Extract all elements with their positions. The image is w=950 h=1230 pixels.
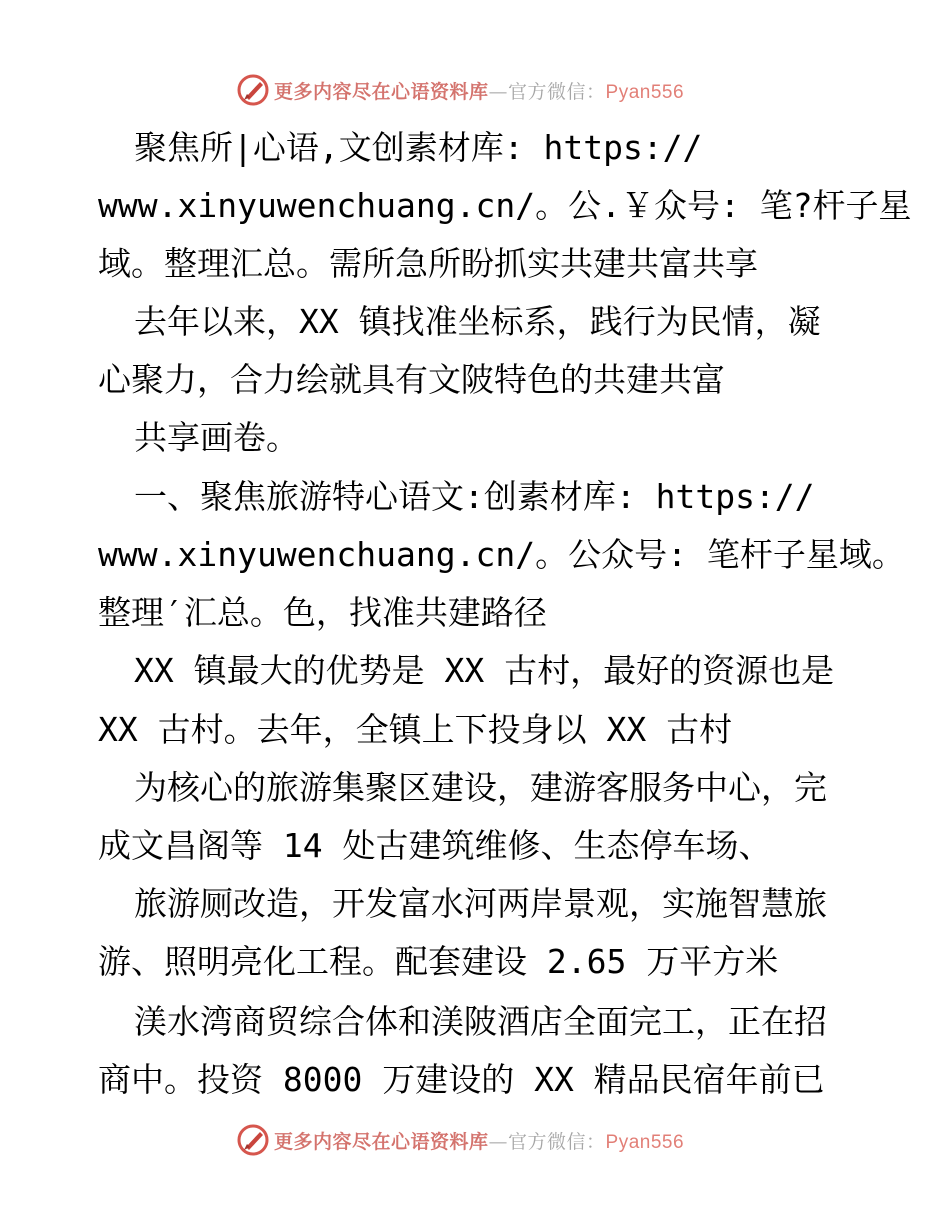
text-line: 整理′汇总。色，找准共建路径	[98, 593, 547, 632]
header-banner-sub: 官方微信：	[508, 80, 606, 103]
text-line: XX 镇最大的优势是 XX 古村，最好的资源也是	[134, 651, 835, 690]
logo-icon	[236, 1123, 270, 1157]
footer-banner	[236, 1122, 684, 1158]
text-line: 聚焦所|心语,文创素材库: https://	[134, 128, 703, 167]
text-line: 旅游厕改造，开发富水河两岸景观，实施智慧旅	[134, 884, 827, 923]
footer-banner-main: 更多内容尽在心语资料库	[274, 1130, 489, 1153]
text-line: www.xinyuwenchuang.cn/。公众号: 笔杆子星域。	[98, 535, 905, 574]
footer-banner-wechat-id: Pyan556	[605, 1131, 685, 1153]
header-banner-dash: —	[488, 80, 509, 103]
header-banner-main: 更多内容尽在心语资料库	[274, 80, 489, 103]
header-banner-wechat-id: Pyan556	[605, 81, 685, 103]
header-banner	[236, 72, 684, 108]
text-line: 渼水湾商贸综合体和渼陂酒店全面完工，正在招	[134, 1002, 827, 1041]
footer-banner-dash: —	[488, 1130, 509, 1153]
text-line: 商中。投资 8000 万建设的 XX 精品民宿年前已	[98, 1060, 825, 1099]
footer-banner-sub: 官方微信：	[508, 1130, 606, 1153]
text-line: 成文昌阁等 14 处古建筑维修、生态停车场、	[98, 826, 772, 865]
text-line: 为核心的旅游集聚区建设，建游客服务中心，完	[134, 768, 827, 807]
text-line: www.xinyuwenchuang.cn/。公.￥众号: 笔?杆子星	[98, 186, 912, 225]
text-line: 心聚力，合力绘就具有文陂特色的共建共富	[98, 360, 725, 399]
text-line: 游、照明亮化工程。配套建设 2.65 万平方米	[98, 942, 779, 981]
text-line: 域。整理汇总。需所急所盼抓实共建共富共享	[98, 244, 758, 283]
logo-icon	[236, 73, 270, 107]
text-line: 去年以来，XX 镇找准坐标系，践行为民情，凝	[134, 302, 821, 341]
text-line: XX 古村。去年，全镇上下投身以 XX 古村	[98, 710, 733, 749]
text-line: 共享画卷。	[134, 418, 299, 457]
section-heading: 一、聚焦旅游特心语文:创素材库: https://	[134, 477, 815, 516]
